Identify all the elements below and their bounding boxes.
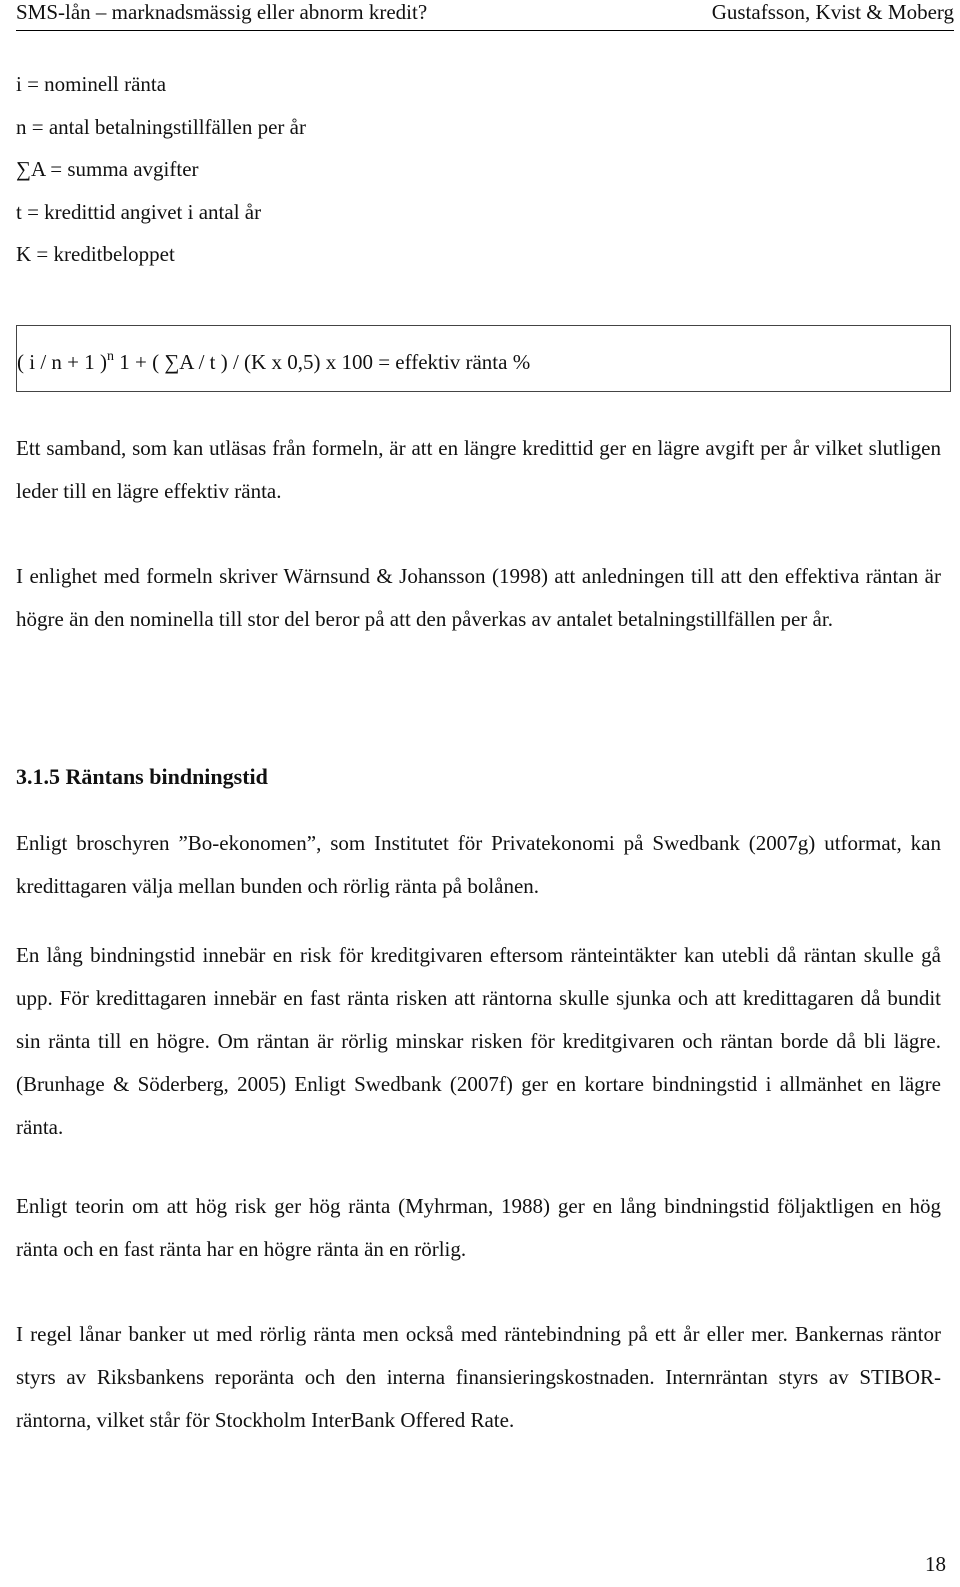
formula-box (16, 325, 951, 392)
section-heading: 3.1.5 Räntans bindningstid (16, 764, 268, 789)
formula-exponent: n (107, 349, 114, 364)
paragraph-5: Enligt teorin om att hög risk ger hög ränta (Myhrman, 1988) ger en lång bindningstid följaktligen en hög ränta och en fast ränta har en högre ränta än en rörlig. (16, 1194, 941, 1261)
definition-k: K = kreditbeloppet (16, 242, 175, 266)
formula (17, 350, 530, 375)
page-header (16, 0, 954, 31)
header-title: SMS-lån – marknadsmässig eller abnorm kredit? (16, 0, 428, 24)
paragraph-4: En lång bindningstid innebär en risk för kreditgivaren eftersom ränteintäkter kan utebli då räntan skulle gå upp. För kredittagaren innebär en fast ränta risken att räntorna skulle sjunka och att kredittagaren då bundit sin ränta till en högre. Om räntan är rörlig minskar risken för kreditgivaren och räntan borde då bli lägre. (Brunhage & Söderberg, 2005) Enligt Swedbank (2007f) ger en kortare bindningstid i allmänhet en lägre ränta. (16, 943, 941, 1139)
definition-n: n = antal betalningstillfällen per år (16, 115, 306, 139)
paragraph-6: I regel lånar banker ut med rörlig ränta men också med räntebindning på ett år eller mer. Bankernas räntor styrs av Riksbankens reporänta och den interna finansieringskostnaden. Internräntan styrs av STIBOR-räntorna, vilket står för Stockholm InterBank Offered Rate. (16, 1322, 941, 1432)
formula-base: ( i / n + 1 ) (17, 350, 107, 374)
formula-rest: 1 + ( ∑A / t ) / (K x 0,5) x 100 = effektiv ränta % (114, 350, 531, 374)
header-authors: Gustafsson, Kvist & Moberg (711, 0, 954, 24)
paragraph-3: Enligt broschyren ”Bo-ekonomen”, som Institutet för Privatekonomi på Swedbank (2007g) utformat, kan kredittagaren välja mellan bunden och rörlig ränta på bolånen. (16, 831, 941, 898)
paragraph-1: Ett samband, som kan utläsas från formeln, är att en längre kredittid ger en lägre avgift per år vilket slutligen leder till en lägre effektiv ränta. (16, 436, 941, 503)
definition-i: i = nominell ränta (16, 72, 167, 96)
page-number: 18 (925, 1552, 946, 1576)
definition-a: ∑A = summa avgifter (16, 157, 199, 181)
paragraph-2: I enlighet med formeln skriver Wärnsund & Johansson (1998) att anledningen till att den effektiva räntan är högre än den nominella till stor del beror på att den påverkas av antalet betalningstillfällen per år. (16, 564, 941, 631)
definition-t: t = kredittid angivet i antal år (16, 200, 262, 224)
